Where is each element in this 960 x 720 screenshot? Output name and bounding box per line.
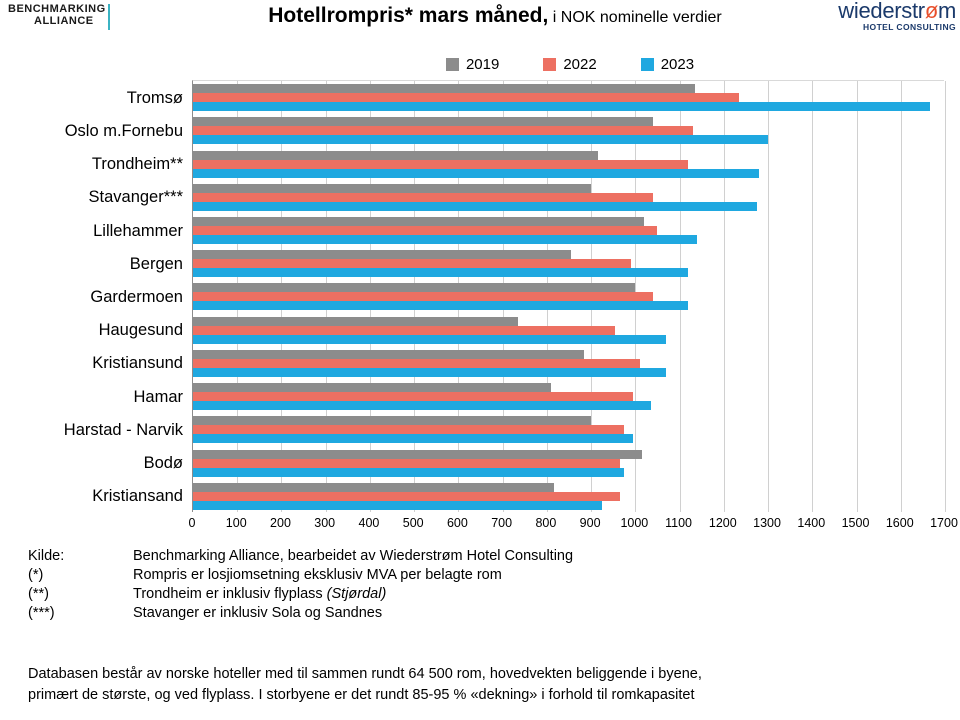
x-axis-tick: 1100 <box>665 516 693 530</box>
footnote-row <box>28 605 938 621</box>
bar-2022 <box>193 259 631 268</box>
chart-category-row <box>129 247 944 280</box>
x-axis-tick: 200 <box>270 516 291 530</box>
footnote-value-italic: (Stjørdal) <box>326 586 387 602</box>
y-axis-label: Kristiansund <box>92 354 183 373</box>
bar-2022 <box>193 193 653 202</box>
footnote-value: Trondheim er inklusiv flyplass (Stjørdal) <box>133 586 387 602</box>
chart-plot-area <box>0 80 960 535</box>
bar-2023 <box>193 169 759 178</box>
chart-category-row <box>92 480 944 513</box>
logo-left-line2: ALLIANCE <box>34 14 94 27</box>
legend-swatch-2023 <box>641 58 654 71</box>
x-axis-tick: 300 <box>314 516 336 530</box>
x-axis-tick: 1600 <box>885 516 914 530</box>
x-axis-tick: 1400 <box>797 516 826 530</box>
chart-category-row <box>88 181 944 214</box>
footnote-value: Stavanger er inklusiv Sola og Sandnes <box>133 605 383 621</box>
description-line-2: primært de største, og ved flyplass. I storbyene er det rundt 85-95 % «dekning» i forhold til romkapasitet <box>28 687 695 704</box>
bar-2022 <box>193 425 624 434</box>
chart-category-row <box>90 280 944 313</box>
bar-2023 <box>193 268 688 277</box>
bar-2019 <box>193 283 635 292</box>
chart-category-row <box>93 214 944 247</box>
bar-2023 <box>193 301 688 310</box>
x-axis-tick: 400 <box>358 516 380 530</box>
logo-left-line1: BENCHMARKING <box>8 3 106 15</box>
footnote-key: Kilde: <box>28 548 65 564</box>
bar-2022 <box>193 93 739 102</box>
bar-2022 <box>193 359 640 368</box>
description-line-1: Databasen består av norske hoteller med til sammen rundt 64 500 rom, hovedvekten beliggende i byene, <box>28 666 702 682</box>
footnote-key: (**) <box>28 586 49 602</box>
y-axis-label: Tromsø <box>126 88 183 107</box>
chart-category-row <box>92 347 944 380</box>
bar-2023 <box>193 468 624 477</box>
legend-label-2022: 2022 <box>563 56 597 73</box>
legend-swatch-2022 <box>543 58 556 71</box>
bar-2022 <box>193 459 620 468</box>
y-axis-label: Bergen <box>129 254 183 273</box>
bar-2023 <box>193 135 768 144</box>
bar-2019 <box>193 317 518 326</box>
y-axis-label: Trondheim** <box>91 155 183 174</box>
bar-2019 <box>193 151 598 160</box>
bar-2022 <box>193 492 620 501</box>
chart-category-row <box>91 147 944 180</box>
bar-2023 <box>193 235 697 244</box>
chart-category-row <box>126 81 944 114</box>
bar-2022 <box>193 126 693 135</box>
x-axis-tick: 700 <box>491 516 513 530</box>
x-axis-tick-labels <box>188 516 958 536</box>
bar-2023 <box>193 102 930 111</box>
footnote-row <box>28 567 938 583</box>
bar-2023 <box>193 401 651 410</box>
footnote-value: Rompris er losjiomsetning eksklusiv MVA per belagte rom <box>133 567 502 583</box>
x-axis-tick: 1300 <box>753 516 781 530</box>
y-axis-label: Stavanger*** <box>88 188 183 207</box>
footnote-key: (*) <box>28 567 44 583</box>
chart-legend <box>195 56 945 73</box>
page-title <box>0 4 960 28</box>
logo-right-line1 <box>838 0 956 22</box>
legend-label-2019: 2019 <box>465 56 500 73</box>
bar-2023 <box>193 368 666 377</box>
y-axis-label: Oslo m.Fornebu <box>64 121 183 140</box>
y-axis-label: Kristiansand <box>92 487 183 506</box>
wiederstrom-logo <box>838 0 956 32</box>
bar-2019 <box>193 450 642 459</box>
bar-2022 <box>193 160 688 169</box>
chart-category-row <box>63 413 944 446</box>
logo-right-wordmark: wiederstrøm <box>838 0 956 23</box>
y-axis-label: Bodø <box>143 454 183 473</box>
footnotes <box>28 548 938 624</box>
legend-swatch-2019 <box>446 58 459 71</box>
bar-2023 <box>193 434 633 443</box>
chart-title-main: Hotellrompris* mars måned, <box>268 4 549 27</box>
bar-2019 <box>193 383 551 392</box>
bar-2023 <box>193 202 757 211</box>
bar-2022 <box>193 392 633 401</box>
bar-2019 <box>193 217 644 226</box>
bar-2023 <box>193 501 602 510</box>
x-axis-tick: 600 <box>446 516 468 530</box>
gridline <box>945 81 946 512</box>
bar-2022 <box>193 292 653 301</box>
legend-item-2022 <box>543 56 596 73</box>
legend-label-2023: 2023 <box>660 56 695 73</box>
footnote-key: (***) <box>28 605 55 621</box>
x-axis-tick: 1500 <box>841 516 870 530</box>
x-axis-tick: 800 <box>535 516 557 530</box>
footnote-value: Benchmarking Alliance, bearbeidet av Wiederstrøm Hotel Consulting <box>133 548 574 564</box>
bar-chart <box>63 80 944 512</box>
y-axis-label: Haugesund <box>98 321 183 340</box>
legend-item-2023 <box>641 56 694 73</box>
x-axis-tick: 900 <box>579 516 601 530</box>
bar-2019 <box>193 117 653 126</box>
footnote-row <box>28 548 938 564</box>
x-axis-tick: 500 <box>402 516 424 530</box>
bar-2019 <box>193 250 571 259</box>
chart-header <box>0 0 960 46</box>
y-axis-label: Hamar <box>133 387 183 406</box>
bar-2019 <box>193 416 591 425</box>
x-axis-tick: 0 <box>188 516 196 530</box>
bar-2023 <box>193 335 666 344</box>
x-axis-tick: 100 <box>225 516 247 530</box>
footnote-row <box>28 586 938 602</box>
x-axis-tick: 1200 <box>708 516 737 530</box>
y-axis-label: Lillehammer <box>93 221 183 240</box>
chart-category-row <box>133 380 944 413</box>
bar-2022 <box>193 326 615 335</box>
chart-category-row <box>64 114 944 147</box>
logo-right-line2: HOTEL CONSULTING <box>863 22 956 32</box>
legend-item-2019 <box>446 56 499 73</box>
bar-2019 <box>193 350 584 359</box>
y-axis-label: Gardermoen <box>90 287 183 306</box>
bar-2022 <box>193 226 657 235</box>
chart-category-row <box>143 447 944 480</box>
description-text <box>28 664 940 706</box>
x-axis-tick: 1000 <box>620 516 649 530</box>
logo-accent-glyph: ø <box>924 0 938 23</box>
bar-2019 <box>193 84 695 93</box>
x-axis-tick: 1700 <box>930 516 958 530</box>
chart-title-sub: i NOK nominelle verdier <box>548 9 722 26</box>
bar-2019 <box>193 483 554 492</box>
y-axis-label: Harstad - Narvik <box>63 420 183 439</box>
bar-2019 <box>193 184 591 193</box>
chart-category-row <box>98 314 944 347</box>
